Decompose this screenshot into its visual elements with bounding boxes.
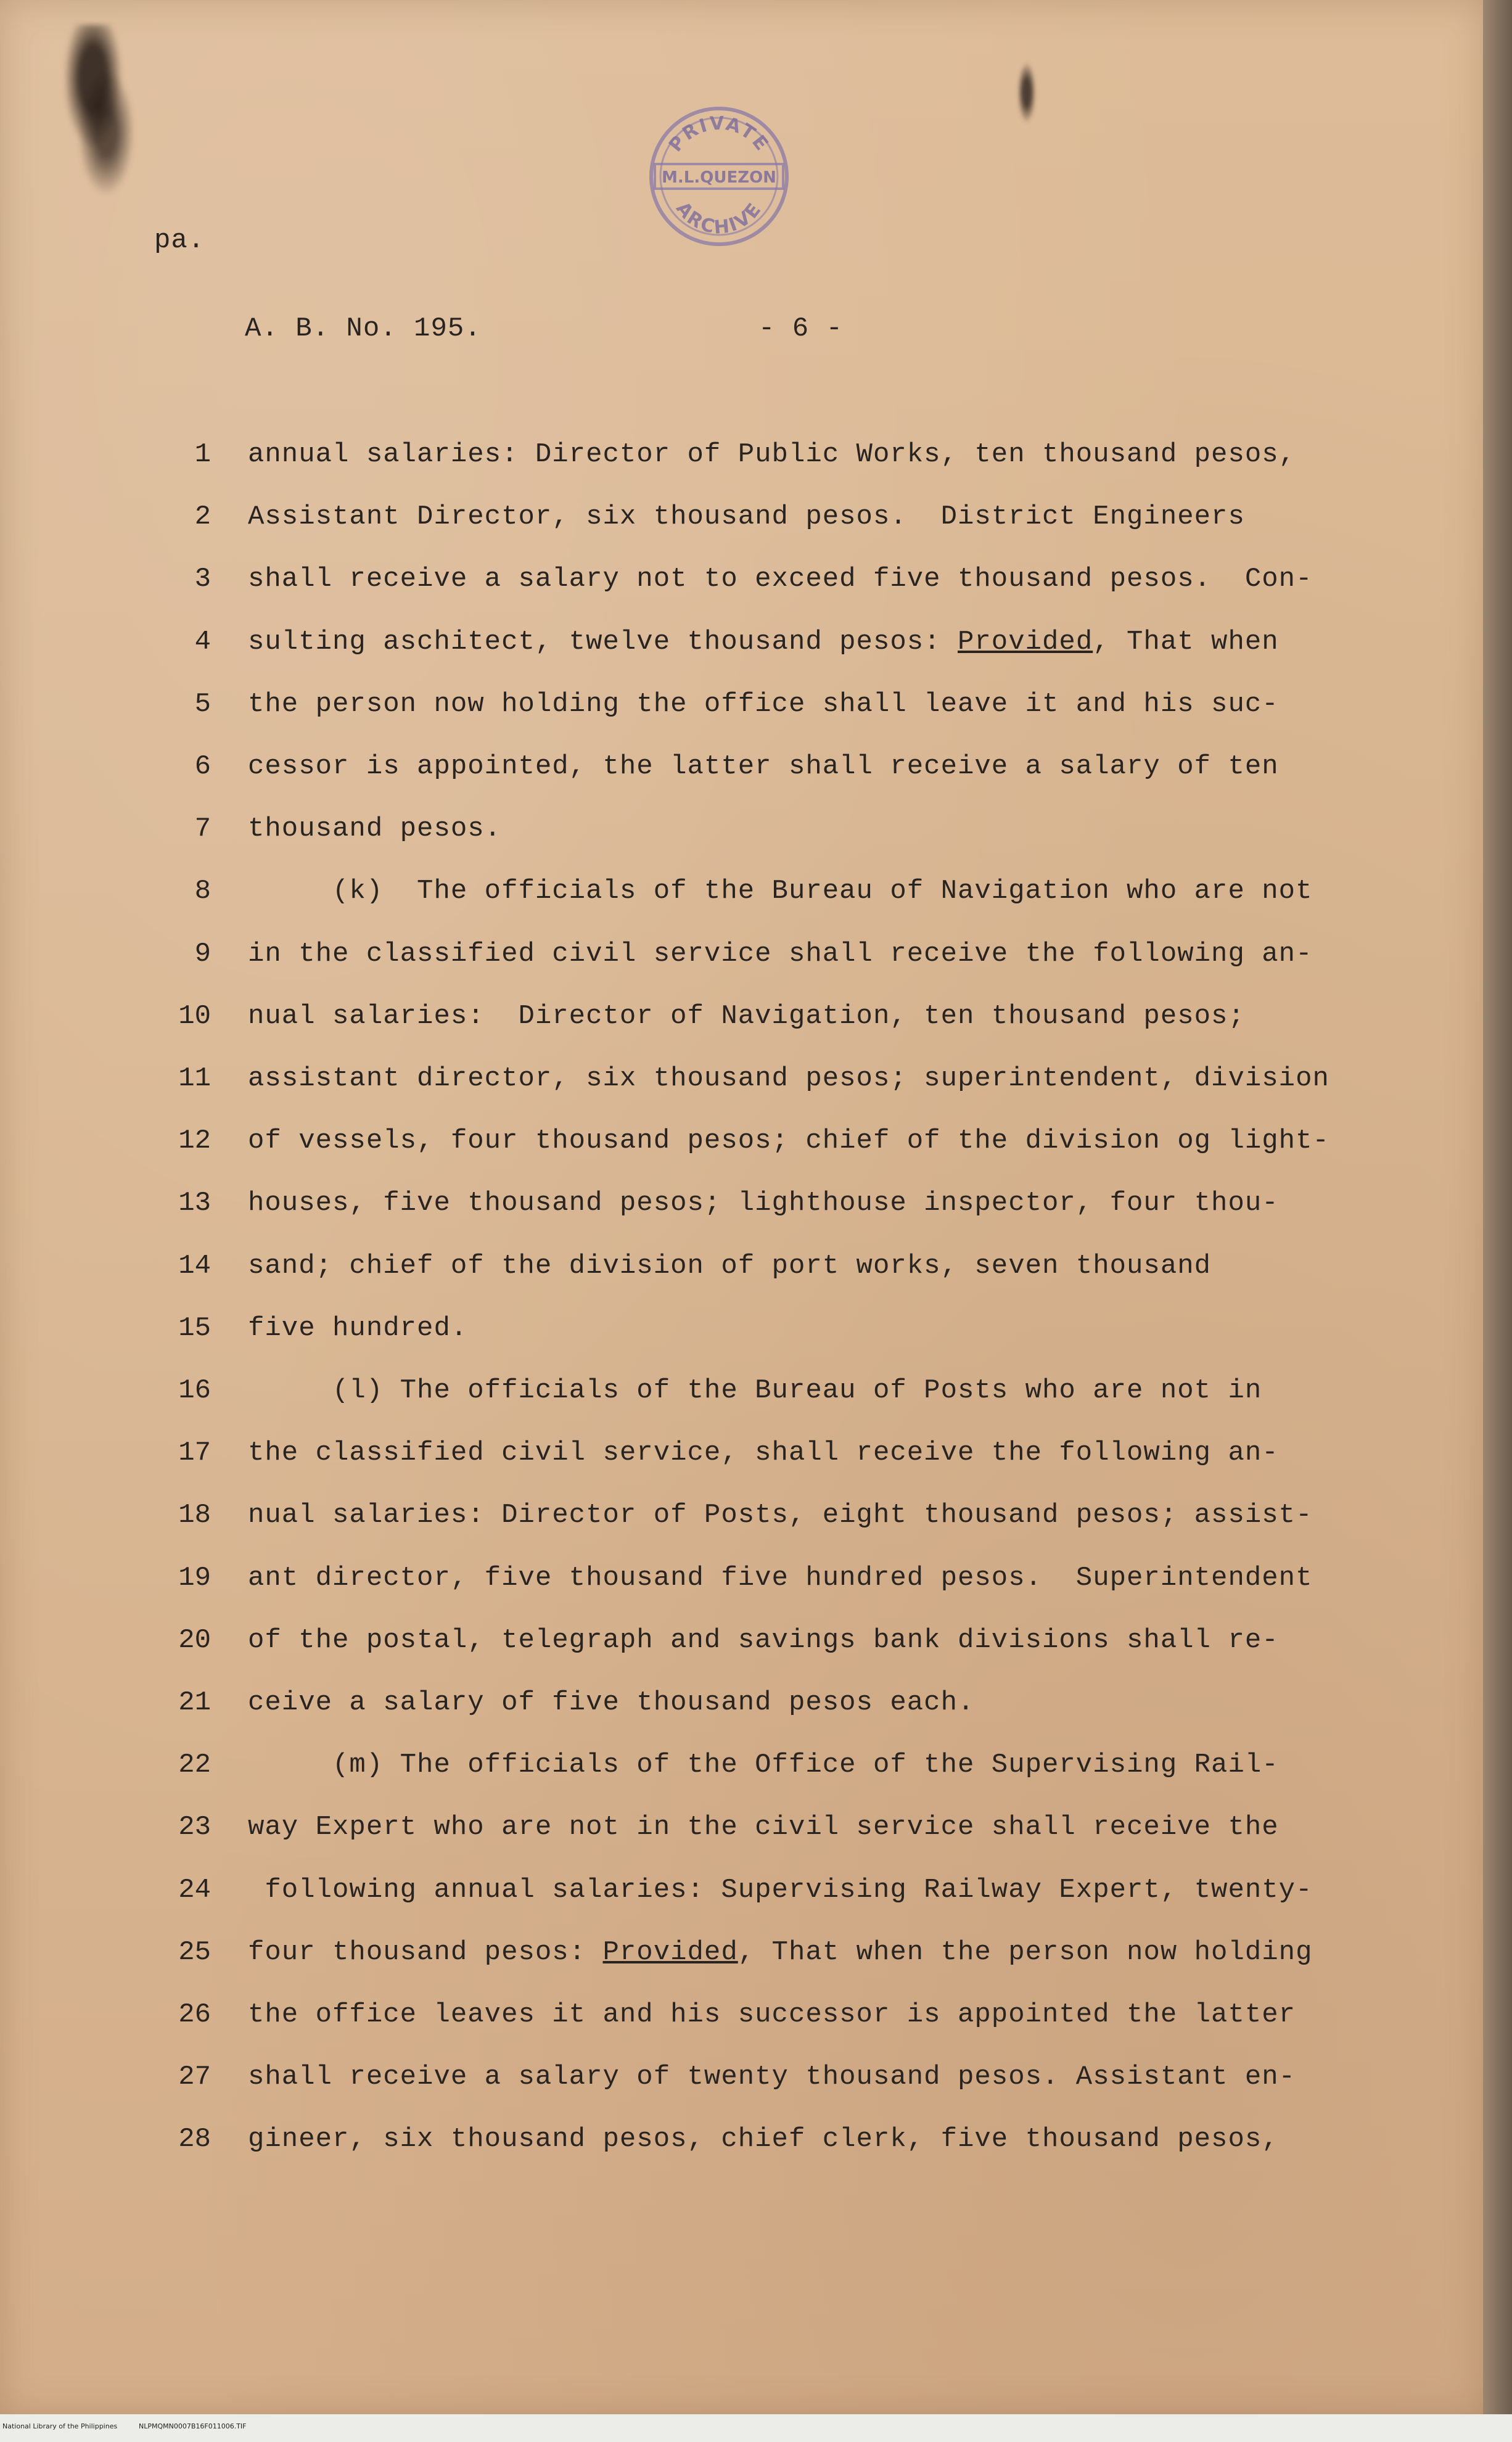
line-number: 8	[194, 876, 211, 906]
text-line	[248, 627, 1279, 657]
line-number: 20	[178, 1625, 211, 1656]
stamp-top-text: PRIVATE	[664, 112, 774, 157]
text-line: Assistant Director, six thousand pesos. District Engineers	[248, 501, 1245, 532]
text-line: ceive a salary of five thousand pesos each.	[248, 1687, 975, 1718]
line-number: 2	[194, 501, 211, 532]
text-line: (k) The officials of the Bureau of Navigation who are not	[248, 876, 1313, 906]
line-number: 19	[178, 1563, 211, 1593]
line-number: 14	[178, 1251, 211, 1281]
text-line: ant director, five thousand five hundred pesos. Superintendent	[248, 1563, 1313, 1593]
line-number: 3	[194, 564, 211, 594]
underlined-term: Provided	[957, 627, 1093, 657]
text-line: nual salaries: Director of Navigation, ten thousand pesos;	[248, 1001, 1245, 1032]
text-line: the classified civil service, shall receive the following an-	[248, 1437, 1279, 1468]
line-number: 16	[178, 1375, 211, 1406]
line-number: 13	[178, 1188, 211, 1219]
text-line: the office leaves it and his successor is appointed the latter	[248, 1999, 1296, 2030]
line-number: 23	[178, 1812, 211, 1843]
text-line: (l) The officials of the Bureau of Posts who are not in	[248, 1375, 1262, 1406]
line-number: 26	[178, 1999, 211, 2030]
typist-initials: pa.	[154, 225, 205, 256]
line-number: 24	[178, 1875, 211, 1906]
line-number: 21	[178, 1687, 211, 1718]
line-number: 17	[178, 1437, 211, 1468]
text-line: in the classified civil service shall receive the following an-	[248, 939, 1313, 969]
line-number: 4	[194, 627, 211, 657]
text-line: (m) The officials of the Office of the Supervising Rail-	[248, 1749, 1279, 1780]
line-number: 9	[194, 939, 211, 969]
text-line: annual salaries: Director of Public Works, ten thousand pesos,	[248, 439, 1296, 470]
page-number: - 6 -	[758, 313, 844, 344]
line-number: 1	[194, 439, 211, 470]
line-number: 7	[194, 813, 211, 844]
line-number: 12	[178, 1125, 211, 1156]
text-line: nual salaries: Director of Posts, eight thousand pesos; assist-	[248, 1500, 1313, 1531]
ink-blot	[59, 25, 145, 204]
text-segment: , That when	[1093, 627, 1279, 657]
stamp-middle-text: M.L.QUEZON	[662, 168, 776, 187]
text-line: following annual salaries: Supervising Railway Expert, twenty-	[248, 1875, 1313, 1906]
footer-source: National Library of the Philippines	[2, 2422, 118, 2430]
text-segment: sulting aschitect, twelve thousand pesos:	[248, 627, 958, 657]
archive-stamp	[647, 105, 791, 248]
line-number: 28	[178, 2124, 211, 2155]
text-line: shall receive a salary of twenty thousand pesos. Assistant en-	[248, 2062, 1296, 2092]
scan-edge	[1483, 0, 1512, 2442]
text-line: five hundred.	[248, 1313, 468, 1344]
underlined-term: Provided	[602, 1937, 738, 1968]
line-number: 15	[178, 1313, 211, 1344]
footer-file: NLPMQMN0007B16F011006.TIF	[139, 2422, 247, 2430]
text-line: cessor is appointed, the latter shall receive a salary of ten	[248, 751, 1279, 782]
text-line: houses, five thousand pesos; lighthouse inspector, four thou-	[248, 1188, 1279, 1219]
text-line: sand; chief of the division of port works, seven thousand	[248, 1251, 1212, 1281]
text-line	[248, 1937, 1312, 1968]
line-number: 18	[178, 1500, 211, 1531]
text-line: shall receive a salary not to exceed five thousand pesos. Con-	[248, 564, 1313, 594]
stamp-bottom-text: ARCHIVE	[672, 197, 766, 239]
text-line: way Expert who are not in the civil service shall receive the	[248, 1812, 1279, 1843]
text-line: of the postal, telegraph and savings bank divisions shall re-	[248, 1625, 1279, 1656]
line-number: 11	[178, 1063, 211, 1094]
line-number: 10	[178, 1001, 211, 1032]
text-line: gineer, six thousand pesos, chief clerk, five thousand pesos,	[248, 2124, 1279, 2155]
line-number: 25	[178, 1937, 211, 1968]
line-number: 5	[194, 689, 211, 720]
line-number: 27	[178, 2062, 211, 2092]
bill-reference: A. B. No. 195.	[245, 313, 482, 344]
text-line: assistant director, six thousand pesos; superintendent, division	[248, 1063, 1329, 1094]
text-line: thousand pesos.	[248, 813, 502, 844]
text-segment: , That when the person now holding	[738, 1937, 1313, 1968]
line-number: 22	[178, 1749, 211, 1780]
text-segment: four thousand pesos:	[248, 1937, 603, 1968]
text-line: the person now holding the office shall leave it and his suc-	[248, 689, 1279, 720]
ink-mark	[1017, 62, 1036, 123]
line-number: 6	[194, 751, 211, 782]
text-line: of vessels, four thousand pesos; chief of the division og light-	[248, 1125, 1329, 1156]
svg-text:ARCHIVE	[672, 198, 766, 239]
